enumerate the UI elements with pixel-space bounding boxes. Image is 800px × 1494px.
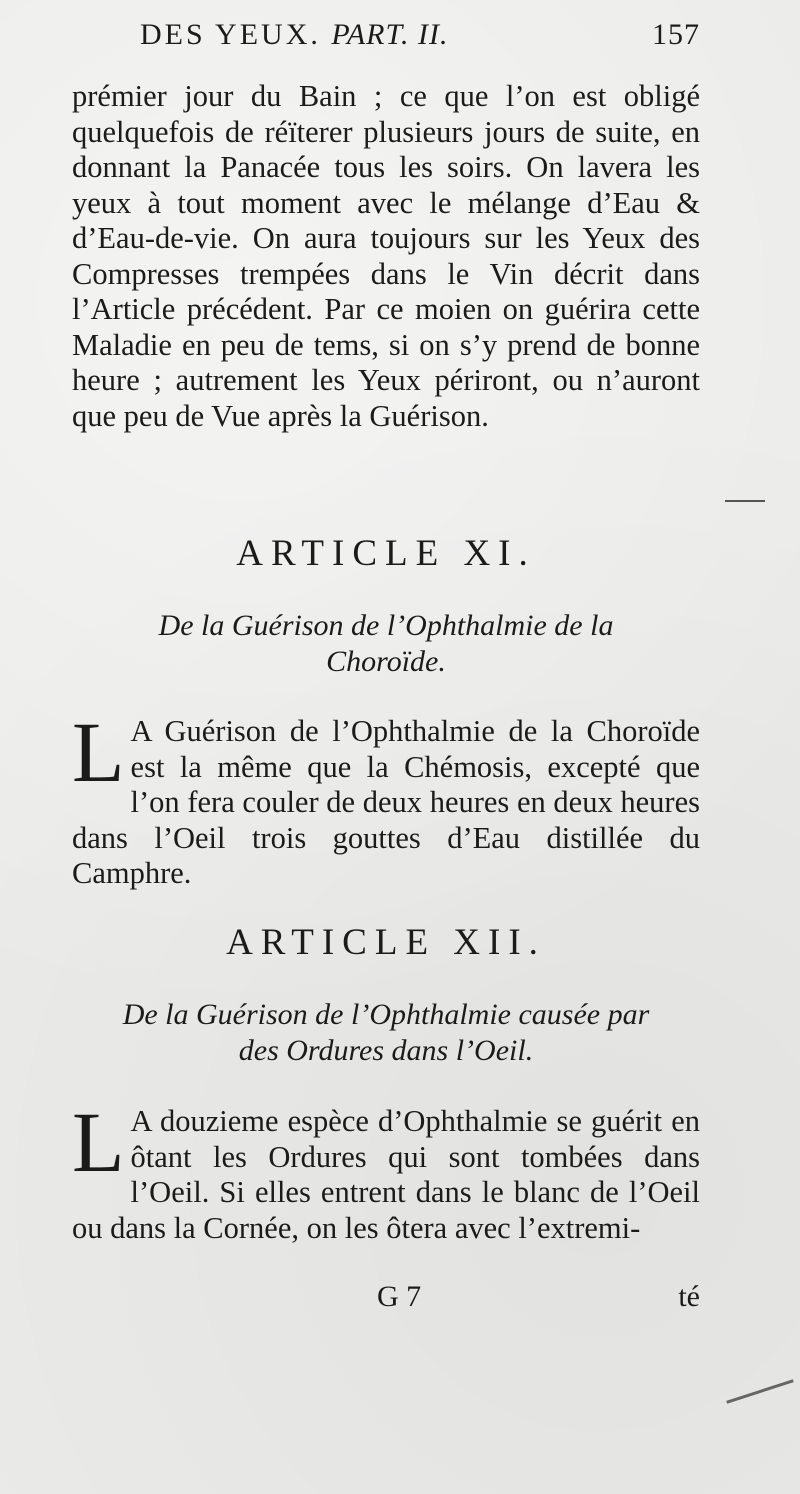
article-12-heading: ARTICLE XII. [226,922,546,963]
article-12-subtitle-line2: des Ordures dans l’Oeil. [238,1034,534,1067]
running-head-part: PART. II. [331,18,449,51]
running-head-title [140,18,448,52]
article-11-heading: ARTICLE XI. [236,533,536,574]
running-head [140,18,700,60]
article-12-text: A douzieme espèce d’Ophthalmie se guérit en ôtant les Ordures qui sont tombées dans l’Oeil. Si elles entrent dans le blanc de l’Oeil ou dans la Cornée, on les ôtera avec l’extremi- [72,1104,700,1245]
page-footer [72,1280,700,1320]
article-12-subtitle [72,997,700,1069]
margin-stroke [726,1379,794,1403]
article-11-subtitle-line1: De la Guérison de l’Ophthalmie de la [158,609,614,642]
article-12-paragraph [72,1094,700,1246]
article-11-subtitle [72,608,700,680]
page-number: 157 [652,18,700,51]
article-11-subtitle-line2: Choroïde. [326,645,446,678]
running-head-title-text: DES YEUX. [140,18,321,51]
drop-cap: L [72,1094,125,1190]
catchword: té [678,1280,700,1313]
margin-mark [725,500,765,502]
signature-mark: G 7 [377,1280,422,1313]
article-11-text: A Guérison de l’Ophthalmie de la Choroïde est la même que la Chémosis, excepté que l’on fera couler de deux heures en deux heures dans l’Oeil trois gouttes d’Eau distillée du Camphre. [72,714,700,890]
article-11-paragraph [72,704,700,892]
article-12-subtitle-line1: De la Guérison de l’Ophthalmie causée par [122,998,650,1031]
drop-cap: L [72,704,125,800]
paragraph-continuation: prémier jour du Bain ; ce que l’on est obligé quelquefois de réïterer plusieurs jours de suite, en donnant la Panacée tous les soirs. On lavera les yeux à tout moment avec le mélange d’Eau & d’Eau-de-vie. On aura toujours sur les Yeux des Compresses trempées dans le Vin décrit dans l’Article précédent. Par ce moien on guérira cette Maladie en peu de tems, si on s’y prend de bonne heure ; autrement les Yeux périront, ou n’auront que peu de Vue après la Guérison. [72,79,700,433]
